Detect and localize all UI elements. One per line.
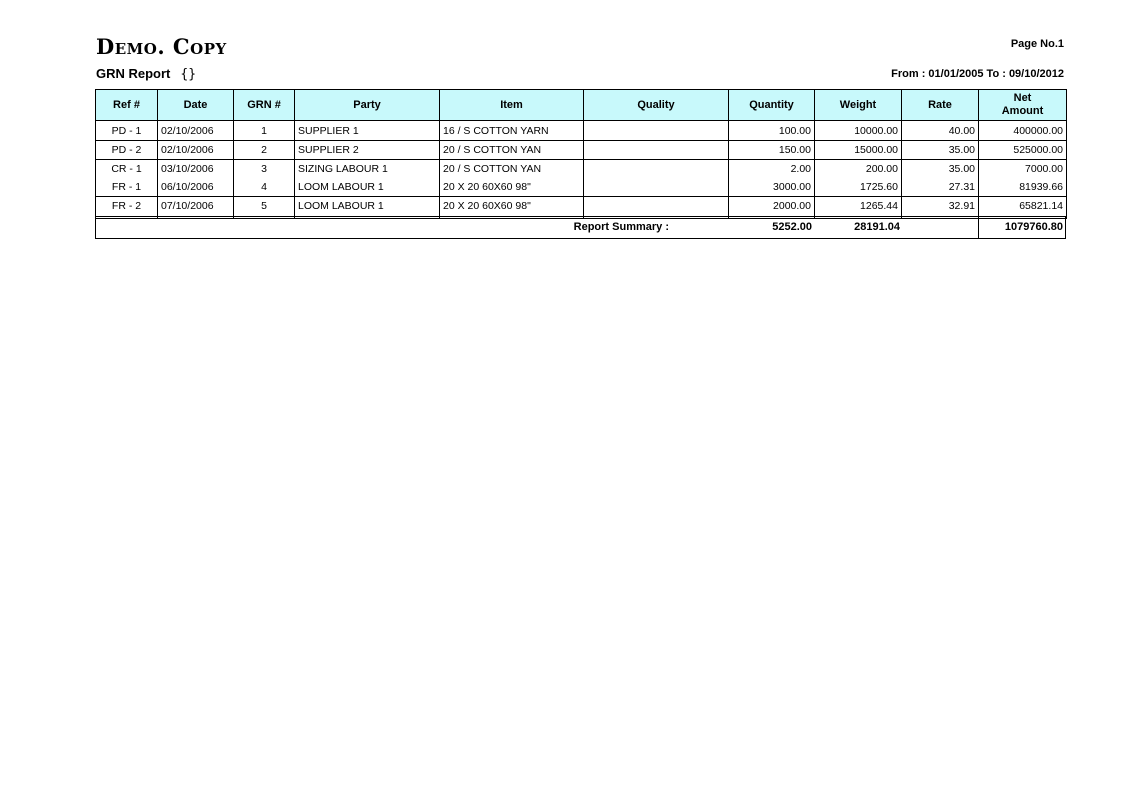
cell-net-amount: 525000.00 bbox=[979, 141, 1067, 160]
cell-quantity: 150.00 bbox=[729, 141, 815, 160]
cell-weight: 1265.44 bbox=[815, 197, 902, 216]
cell-rate: 40.00 bbox=[902, 121, 979, 141]
cell-party: LOOM LABOUR 1 bbox=[295, 197, 440, 216]
cell-party: LOOM LABOUR 1 bbox=[295, 178, 440, 197]
cell-weight: 10000.00 bbox=[815, 121, 902, 141]
col-quality: Quality bbox=[584, 90, 729, 121]
col-date: Date bbox=[158, 90, 234, 121]
cell-date: 06/10/2006 bbox=[158, 178, 234, 197]
grn-table bbox=[95, 89, 1067, 219]
col-item: Item bbox=[440, 90, 584, 121]
cell-weight: 200.00 bbox=[815, 160, 902, 179]
cell-item: 20 X 20 60X60 98" bbox=[440, 178, 584, 197]
col-weight: Weight bbox=[815, 90, 902, 121]
cell-ref: FR - 2 bbox=[96, 197, 158, 216]
table-row bbox=[96, 141, 1067, 160]
summary-divider bbox=[978, 217, 979, 238]
cell-weight: 15000.00 bbox=[815, 141, 902, 160]
cell-ref: CR - 1 bbox=[96, 160, 158, 179]
cell-item: 16 / S COTTON YARN bbox=[440, 121, 584, 141]
cell-date: 03/10/2006 bbox=[158, 160, 234, 179]
cell-quantity: 3000.00 bbox=[729, 178, 815, 197]
table-row bbox=[96, 160, 1067, 179]
cell-grn: 5 bbox=[234, 197, 295, 216]
cell-ref: PD - 1 bbox=[96, 121, 158, 141]
report-title-suffix: {} bbox=[180, 67, 197, 82]
cell-date: 07/10/2006 bbox=[158, 197, 234, 216]
cell-net-amount: 7000.00 bbox=[979, 160, 1067, 179]
col-party: Party bbox=[295, 90, 440, 121]
cell-net-amount: 81939.66 bbox=[979, 178, 1067, 197]
cell-grn: 3 bbox=[234, 160, 295, 179]
cell-net-amount: 65821.14 bbox=[979, 197, 1067, 216]
page-number: Page No.1 bbox=[1010, 38, 1064, 50]
table-header-row bbox=[96, 90, 1067, 121]
table-row bbox=[96, 121, 1067, 141]
cell-date: 02/10/2006 bbox=[158, 141, 234, 160]
col-grn: GRN # bbox=[234, 90, 295, 121]
cell-item: 20 / S COTTON YAN bbox=[440, 160, 584, 179]
col-quantity: Quantity bbox=[729, 90, 815, 121]
company-title: Demo. Copy bbox=[96, 34, 227, 59]
cell-quality bbox=[584, 160, 729, 179]
col-rate: Rate bbox=[902, 90, 979, 121]
cell-party: SIZING LABOUR 1 bbox=[295, 160, 440, 179]
cell-grn: 2 bbox=[234, 141, 295, 160]
date-range-text: From : 01/01/2005 To : 09/10/2012 bbox=[891, 68, 1064, 80]
col-net-amount: Net Amount bbox=[979, 90, 1067, 121]
summary-weight: 28191.04 bbox=[854, 221, 900, 233]
cell-quality bbox=[584, 197, 729, 216]
cell-quality bbox=[584, 141, 729, 160]
report-summary-row bbox=[95, 216, 1066, 239]
cell-party: SUPPLIER 2 bbox=[295, 141, 440, 160]
col-ref: Ref # bbox=[96, 90, 158, 121]
cell-quantity: 2000.00 bbox=[729, 197, 815, 216]
cell-item: 20 / S COTTON YAN bbox=[440, 141, 584, 160]
summary-net-amount: 1079760.80 bbox=[1004, 221, 1063, 233]
cell-weight: 1725.60 bbox=[815, 178, 902, 197]
report-title bbox=[96, 66, 196, 82]
table-row bbox=[96, 197, 1067, 216]
summary-label: Report Summary : bbox=[573, 221, 669, 233]
table-row bbox=[96, 178, 1067, 197]
cell-grn: 1 bbox=[234, 121, 295, 141]
date-range bbox=[891, 68, 1064, 80]
cell-party: SUPPLIER 1 bbox=[295, 121, 440, 141]
summary-quantity: 5252.00 bbox=[772, 221, 812, 233]
cell-quantity: 2.00 bbox=[729, 160, 815, 179]
cell-rate: 32.91 bbox=[902, 197, 979, 216]
cell-net-amount: 400000.00 bbox=[979, 121, 1067, 141]
cell-quality bbox=[584, 178, 729, 197]
report-title-text: GRN Report bbox=[96, 66, 171, 81]
cell-item: 20 X 20 60X60 98" bbox=[440, 197, 584, 216]
cell-rate: 35.00 bbox=[902, 160, 979, 179]
cell-date: 02/10/2006 bbox=[158, 121, 234, 141]
cell-quantity: 100.00 bbox=[729, 121, 815, 141]
cell-rate: 27.31 bbox=[902, 178, 979, 197]
cell-grn: 4 bbox=[234, 178, 295, 197]
cell-ref: FR - 1 bbox=[96, 178, 158, 197]
cell-quality bbox=[584, 121, 729, 141]
cell-ref: PD - 2 bbox=[96, 141, 158, 160]
cell-rate: 35.00 bbox=[902, 141, 979, 160]
